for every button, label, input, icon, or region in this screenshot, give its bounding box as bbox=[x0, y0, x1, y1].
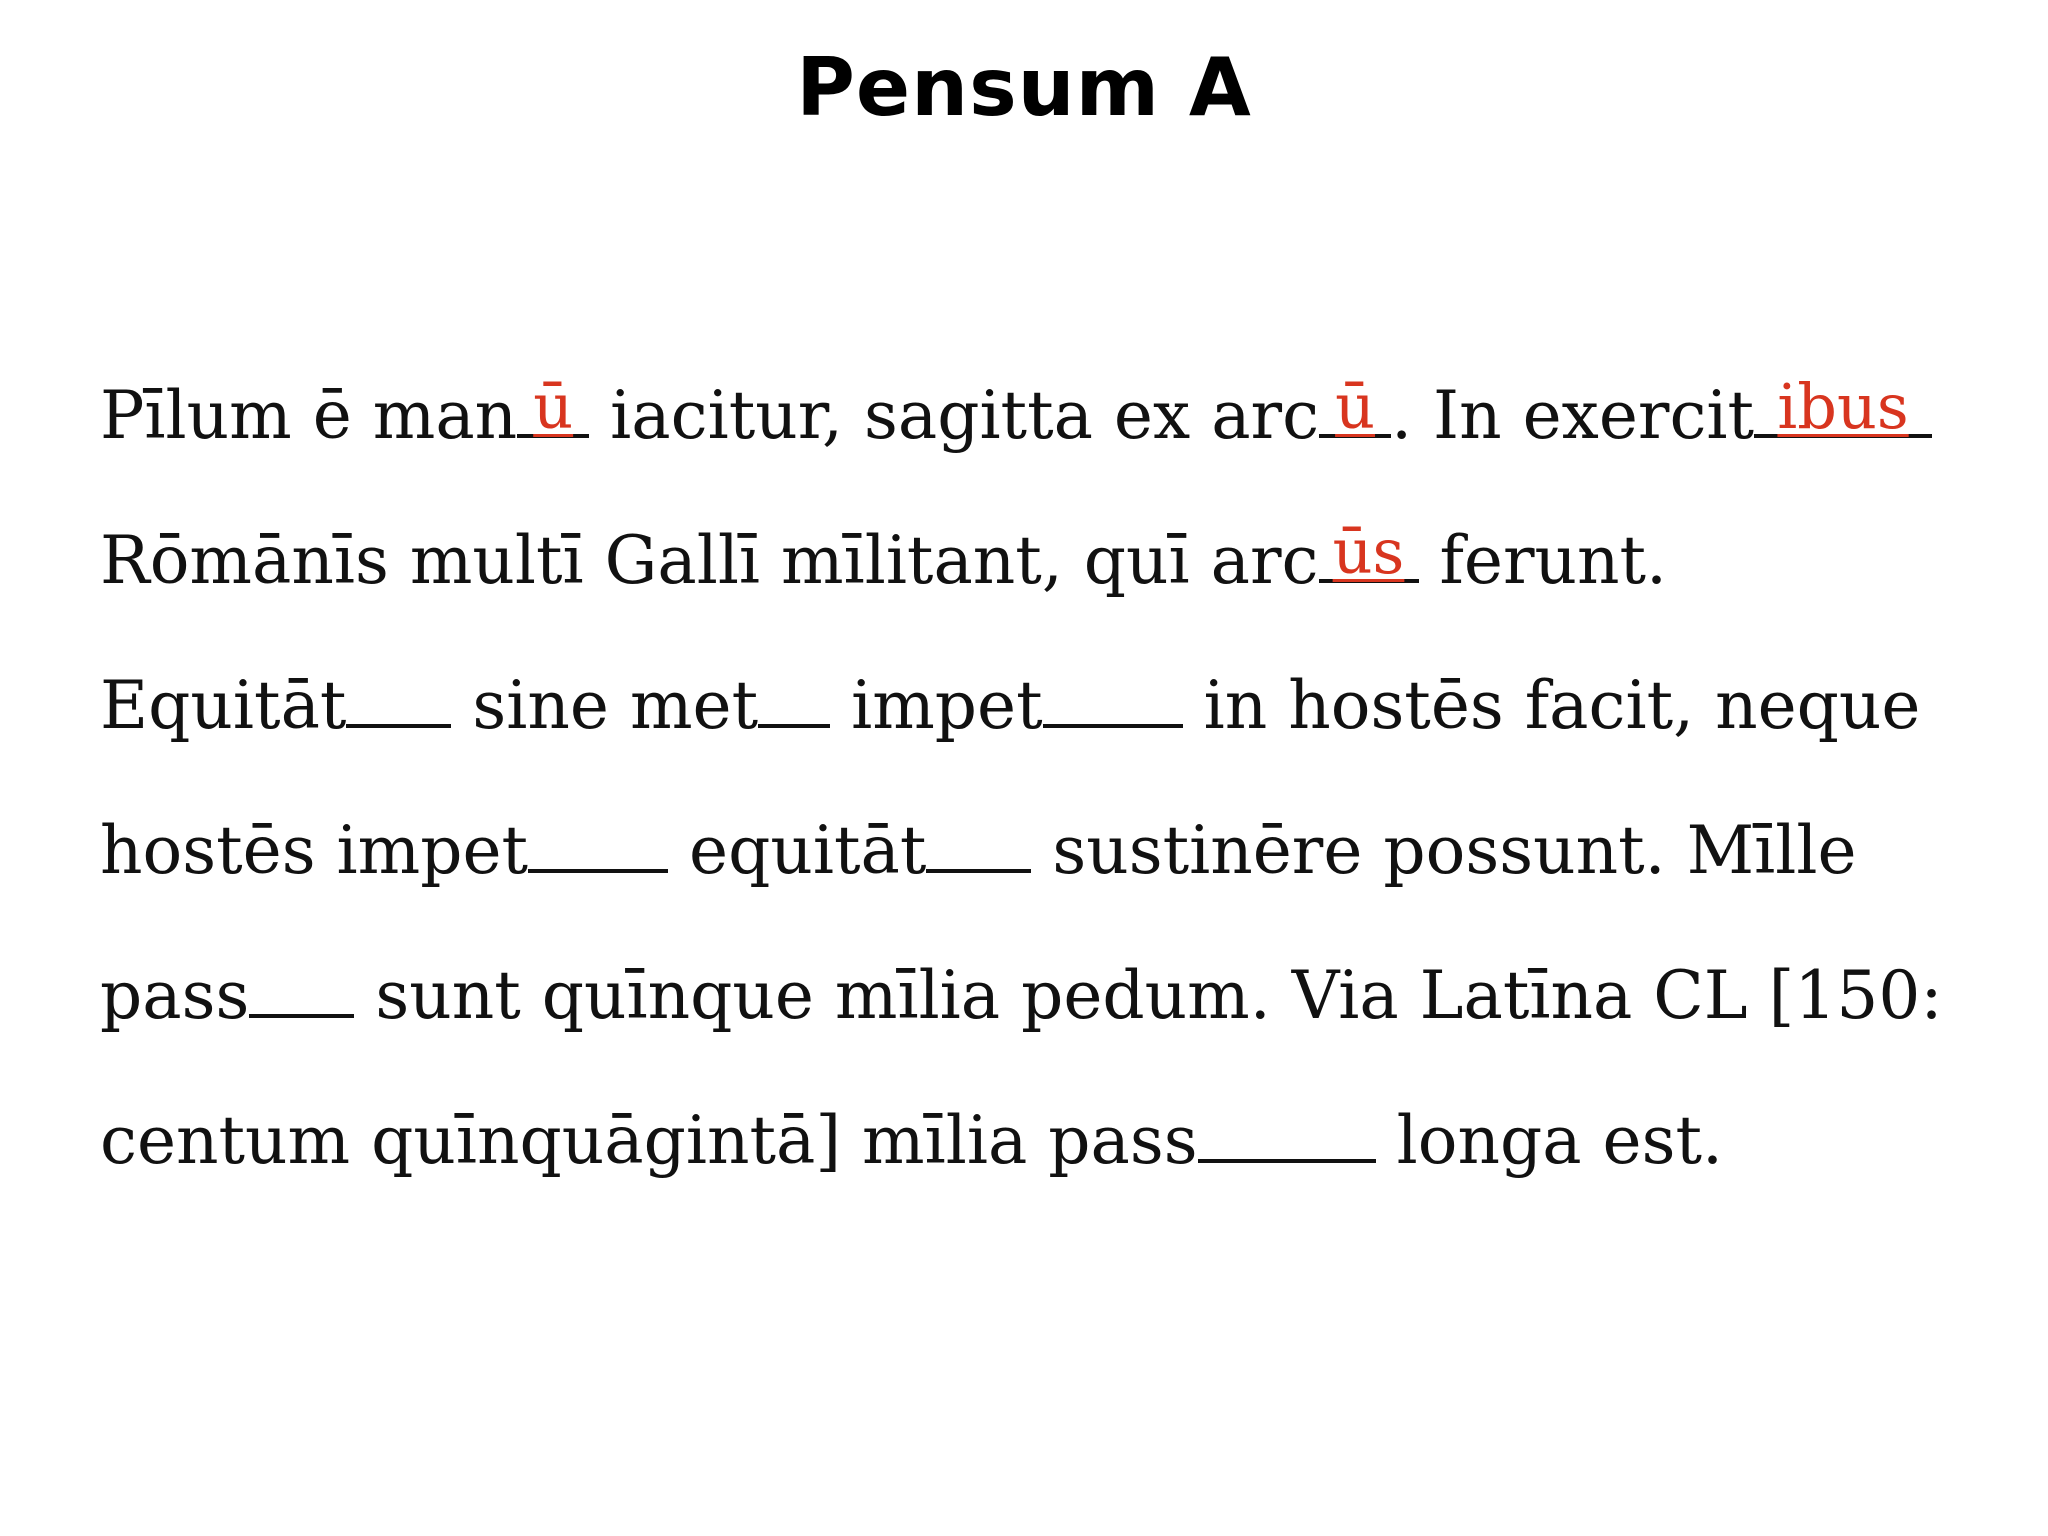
text-segment: iacitur, sagitta ex arc bbox=[589, 377, 1320, 454]
text-segment: sine met bbox=[451, 667, 759, 744]
fill-in-blank[interactable] bbox=[758, 648, 830, 728]
text-segment: sustinēre possunt. Mīlle bbox=[1031, 812, 1857, 889]
text-segment: impet bbox=[830, 667, 1043, 744]
blank-answer: ū bbox=[1335, 370, 1376, 443]
fill-in-blank[interactable] bbox=[926, 793, 1031, 873]
text-segment: ferunt. bbox=[1418, 522, 1668, 599]
text-segment: Equitāt bbox=[100, 667, 347, 744]
text-segment: centum quīnquāgintā] mīlia pass bbox=[100, 1102, 1198, 1179]
blank-answer: ūs bbox=[1332, 515, 1405, 588]
text-segment: equitāt bbox=[668, 812, 927, 889]
text-segment: in hostēs facit, neque bbox=[1182, 667, 1921, 744]
text-segment: pass bbox=[100, 957, 250, 1034]
fill-in-blank[interactable] bbox=[517, 358, 589, 443]
text-line bbox=[100, 938, 1980, 1083]
text-segment: hostēs impet bbox=[100, 812, 529, 889]
text-segment: Pīlum ē man bbox=[100, 377, 518, 454]
fill-in-blank[interactable] bbox=[528, 793, 668, 873]
text-segment: . In exercit bbox=[1391, 377, 1755, 454]
text-line bbox=[100, 793, 1980, 938]
text-line bbox=[100, 503, 1980, 648]
text-segment: longa est. bbox=[1375, 1102, 1723, 1179]
fill-in-blank[interactable] bbox=[1043, 648, 1183, 728]
fill-in-blank[interactable] bbox=[1198, 1083, 1376, 1163]
text-segment: Rōmānīs multī Gallī mīlitant, quī arc bbox=[100, 522, 1319, 599]
text-line bbox=[100, 1083, 1980, 1228]
fill-in-blank[interactable] bbox=[1319, 358, 1391, 443]
text-segment: sunt quīnque mīlia pedum. Via Latīna CL [150: bbox=[354, 957, 1943, 1034]
fill-in-blank[interactable] bbox=[1754, 358, 1932, 443]
page-title: Pensum A bbox=[796, 41, 1252, 134]
fill-in-blank[interactable] bbox=[1319, 503, 1419, 588]
fill-in-blank[interactable] bbox=[249, 938, 354, 1018]
blank-answer: ū bbox=[533, 370, 574, 443]
fill-in-blank[interactable] bbox=[346, 648, 451, 728]
text-line bbox=[100, 358, 1980, 503]
text-line bbox=[100, 648, 1980, 793]
exercise-text bbox=[100, 358, 1980, 1228]
blank-answer: ibus bbox=[1777, 370, 1909, 443]
